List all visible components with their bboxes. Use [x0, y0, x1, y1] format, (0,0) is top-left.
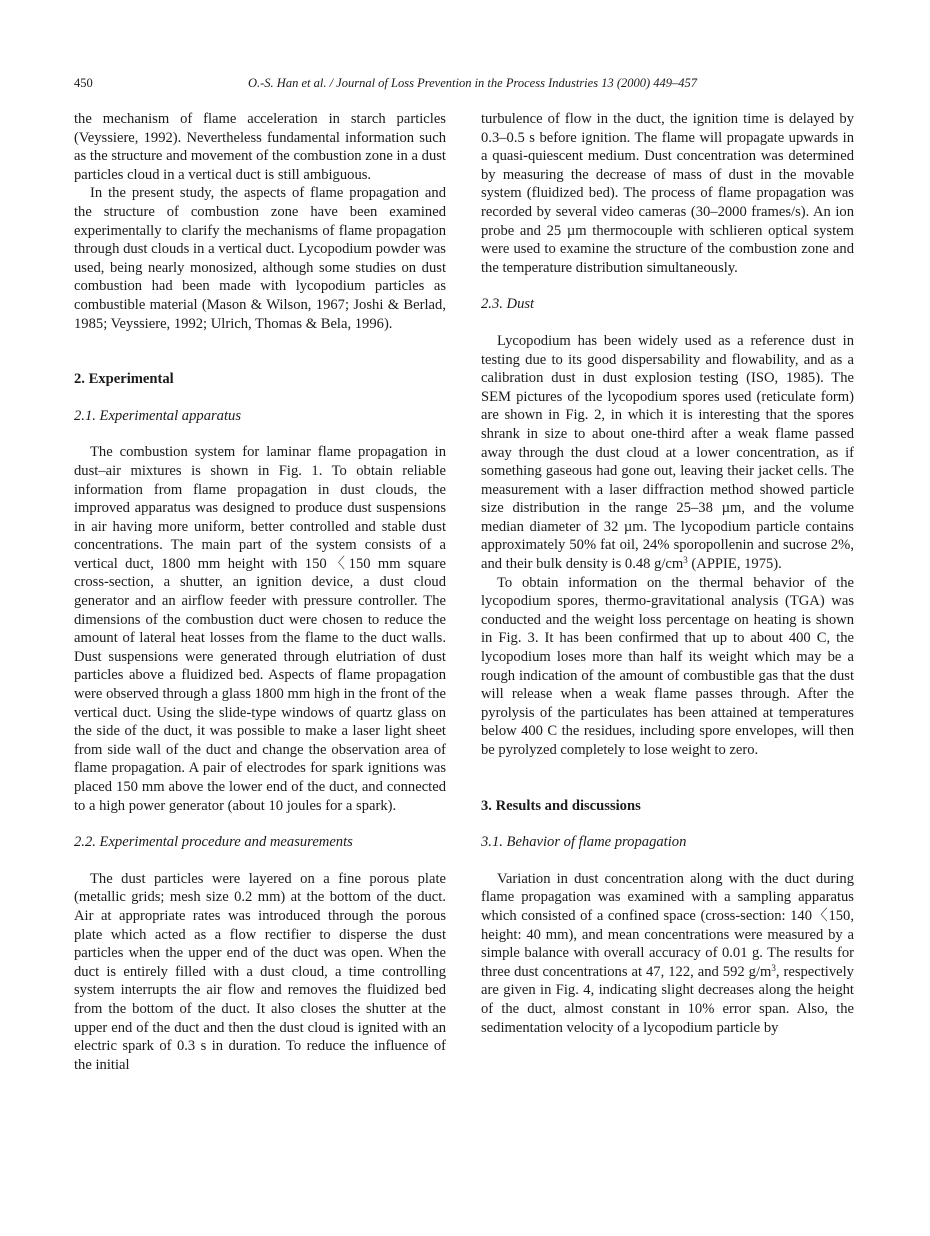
left-column	[74, 110, 446, 1074]
subsection-2-1-heading: 2.1. Experimental apparatus	[74, 407, 242, 424]
intro-paragraph-2: In the present study, the aspects of flame propagation and the structure of combustion zone have been examined experimentally to clarify the mechanisms of flame propagation through dust clouds in a vertical duct. Lycopodium powder was used, being nearly monosized, although some studies on dust combustion had been made with lycopodium particles as combustible material (Mason & Wilson, 1967; Joshi & Berlad, 1985; Veyssiere, 1992; Ulrich, Thomas & Bela, 1996).	[74, 185, 446, 332]
section-3-heading: 3. Results and discussions	[481, 797, 641, 814]
intro-paragraph-continued: the mechanism of flame acceleration in starch particles (Veyssiere, 1992). Nevertheless fundamental information such as the structure and movement of the combustion zone in a dust particles cloud in a vertical duct is still ambiguous.	[74, 111, 446, 183]
page-number: 450	[74, 76, 93, 90]
superscript: 3	[771, 962, 776, 973]
procedure-paragraph-continued: turbulence of flow in the duct, the ignition time is delayed by 0.3–0.5 s before ignition. The flame will propagate upwards in a quasi-quiescent medium. Dust concentration was determined by measuring the decrease of mass of dust in the movable system (fluidized bed). The process of flame propagation was recorded by several video cameras (30–2000 frames/s). An ion probe and 25 µm thermocouple with schlieren optical system were used to examine the structure of the combustion zone and the temperature distribution simultaneously.	[481, 111, 854, 276]
page-header	[74, 76, 871, 96]
superscript: 3	[683, 555, 688, 566]
results-paragraph	[481, 870, 854, 1037]
subsection-2-2-heading: 2.2. Experimental procedure and measurements	[74, 834, 353, 851]
results-paragraph-tail: , respectively are given in Fig. 4, indicating slight decreases along the height of the duct, almost constant in 10% error span. Also, the sedimentation velocity of a lycopodium particle by	[481, 963, 854, 1036]
right-column	[481, 110, 854, 1037]
dust-paragraph-2: To obtain information on the thermal behavior of the lycopodium spores, thermo-gravitational analysis (TGA) was conducted and the weight loss percentage on heating is shown in Fig. 3. It has been confirmed that up to about 400 C, the lycopodium loses more than half its weight which may be a rough indication of the amount of combustible gas that the dust will release when a weak flame passes through. After the pyrolysis of the particulates has been attained at temperatures below 400 C the residues, including spore envelopes, will then be pyrolyzed completely to lose weight to zero.	[481, 574, 854, 758]
running-title: O.-S. Han et al. / Journal of Loss Prevention in the Process Industries 13 (2000) 449–457	[247, 76, 698, 90]
section-2-heading: 2. Experimental	[74, 371, 174, 388]
dust-paragraph-1-text: Lycopodium has been widely used as a reference dust in testing due to its good dispersability and flowability, and as a calibration dust in dust explosion testing (ISO, 1985). The SEM pictures of the lycopodium spores used (reticulate form) are shown in Fig. 2, in which it is interesting that the spores shrank in size to about one-third after a weak flame passed away through the dust cloud at a lower concentration, as if something gaseous had gone out, leaving their jacket cells. The measurement with a laser diffraction method showed particle size distribution in the range 25–38 µm, and the volume median diameter of 32 µm. The lycopodium particle contains approximately 50% fat oil, 24% sporopollenin and sucrose 2%, and their bulk density is 0.48 g/cm	[481, 332, 854, 573]
procedure-paragraph: The dust particles were layered on a fine porous plate (metallic grids; mesh size 0.2 mm) at the bottom of the duct. Air at appropriate rates was introduced through the porous plate which acted as a flow rectifier to disperse the dust particles when the upper end of the duct was open. When the duct is entirely filled with a dust cloud, a time controlling system interrupts the air flow and removes the fluidized bed from the bottom of the duct. It also closes the shutter at the upper end of the duct and then the dust cloud is ignited with an electric spark of 0.3 s in duration. To reduce the influence of the initial	[74, 870, 446, 1073]
dust-paragraph-1	[481, 332, 854, 574]
results-paragraph-text: Variation in dust concentration along with the duct during flame propagation was examined with a sampling apparatus which consisted of a confined space (cross-section: 140〈150, height: 40 mm), and mean concentrations were measured by a simple balance with overall accuracy of 0.01 g. The results for three dust concentrations at 47, 122, and 592 g/m	[481, 870, 854, 980]
apparatus-paragraph: The combustion system for laminar flame propagation in dust–air mixtures is shown in Fig. 1. To obtain reliable information from flame propagation in dust clouds, the improved apparatus was designed to produce dust suspensions in air having more uniform, better controlled and stable dust concentrations. The main part of the system consists of a vertical duct, 1800 mm height with 150〈150 mm square cross-section, a shutter, an ignition device, a dust cloud generator and an airflow feeder with pressure controller. The dimensions of the combustion duct were chosen to reduce the amount of lateral heat losses from the flame to the duct walls. Dust suspensions were generated through elutriation of dust particles above a fluidized bed. Aspects of flame propagation were observed through a glass 1800 mm high in the front of the vertical duct. Using the slide-type windows of quartz glass on the side of the duct, it was possible to make a laser light sheet from side wall of the duct and change the observation area of flame propagation. A pair of electrodes for spark ignitions was placed 150 mm above the lower end of the duct, and connected to a high power generator (about 10 joules for a spark).	[74, 444, 446, 814]
subsection-3-1-heading: 3.1. Behavior of flame propagation	[481, 834, 687, 851]
subsection-2-3-heading: 2.3. Dust	[481, 296, 535, 313]
dust-paragraph-1-tail: (APPIE, 1975).	[687, 556, 782, 573]
